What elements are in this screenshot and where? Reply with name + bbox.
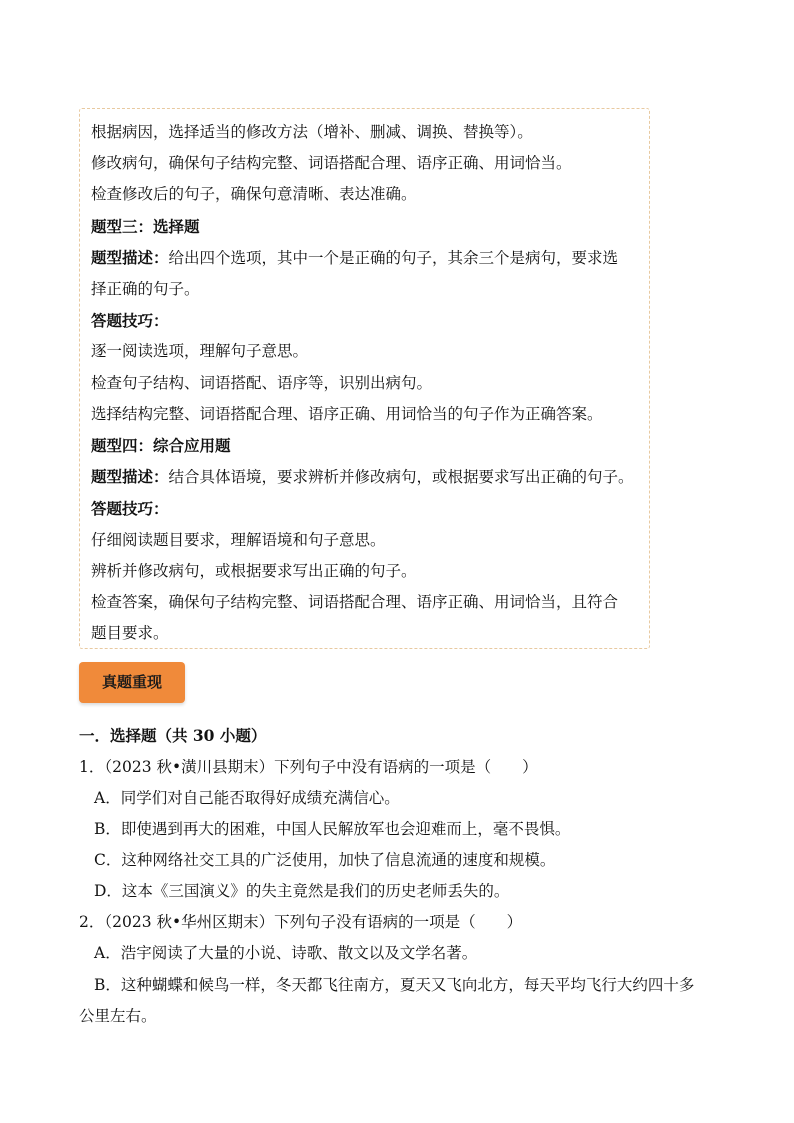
question-1-option-a: A．同学们对自己能否取得好成绩充满信心。	[94, 789, 400, 807]
question-2-option-a: A．浩宇阅读了大量的小说、诗歌、散文以及文学名著。	[94, 944, 478, 962]
box-line: 辨析并修改病句，或根据要求写出正确的句子。	[91, 561, 417, 580]
box-line: 修改病句，确保句子结构完整、词语搭配合理、语序正确、用词恰当。	[91, 154, 572, 173]
question-2-option-b-continued: 公里左右。	[79, 1007, 157, 1025]
question-2-option-b: B．这种蝴蝶和候鸟一样，冬天都飞往南方，夏天又飞向北方，每天平均飞行大约四十多	[94, 976, 695, 994]
tips-heading: 答题技巧：	[91, 499, 169, 519]
description-label: 题型描述：	[91, 467, 169, 487]
box-line: 择正确的句子。	[91, 280, 200, 299]
box-line: 根据病因，选择适当的修改方法（增补、删减、调换、替换等）。	[91, 123, 533, 141]
type-three-description	[91, 242, 639, 274]
type-four-description	[91, 461, 639, 493]
box-line: 检查句子结构、词语搭配、语序等，识别出病句。	[91, 373, 433, 392]
tips-heading: 答题技巧：	[91, 311, 169, 331]
type-four-heading: 题型四：综合应用题	[91, 436, 231, 456]
box-line: 检查修改后的句子，确保句意清晰、表达准确。	[91, 185, 417, 204]
box-line: 检查答案，确保句子结构完整、词语搭配合理、语序正确、用词恰当，且符合	[91, 593, 619, 612]
section-title: 一．选择题（共 30 小题）	[79, 726, 267, 745]
box-line: 仔细阅读题目要求，理解语境和句子意思。	[91, 530, 386, 549]
question-1-option-b: B．即使遇到再大的困难，中国人民解放军也会迎难而上，毫不畏惧。	[94, 820, 571, 838]
description-label: 题型描述：	[91, 247, 169, 267]
question-2-stem: 2．（2023 秋•华州区期末）下列句子没有语病的一项是（ ）	[79, 913, 523, 931]
type-three-heading: 题型三：选择题	[91, 216, 200, 236]
description-text: 给出四个选项，其中一个是正确的句子，其余三个是病句，要求选	[168, 248, 619, 267]
section-badge: 真题重现	[79, 662, 185, 703]
box-line: 选择结构完整、词语搭配合理、语序正确、用词恰当的句子作为正确答案。	[91, 404, 603, 423]
question-1-option-d: D．这本《三国演义》的失主竟然是我们的历史老师丢失的。	[94, 882, 510, 900]
description-text: 结合具体语境，要求辨析并修改病句，或根据要求写出正确的句子。	[168, 468, 634, 487]
question-1-option-c: C．这种网络社交工具的广泛使用，加快了信息流通的速度和规模。	[94, 851, 556, 869]
summary-box	[79, 108, 650, 649]
question-1-stem: 1．（2023 秋•潢川县期末）下列句子中没有语病的一项是（ ）	[79, 758, 538, 776]
box-line: 逐一阅读选项，理解句子意思。	[91, 342, 309, 361]
box-line: 题目要求。	[91, 624, 169, 643]
